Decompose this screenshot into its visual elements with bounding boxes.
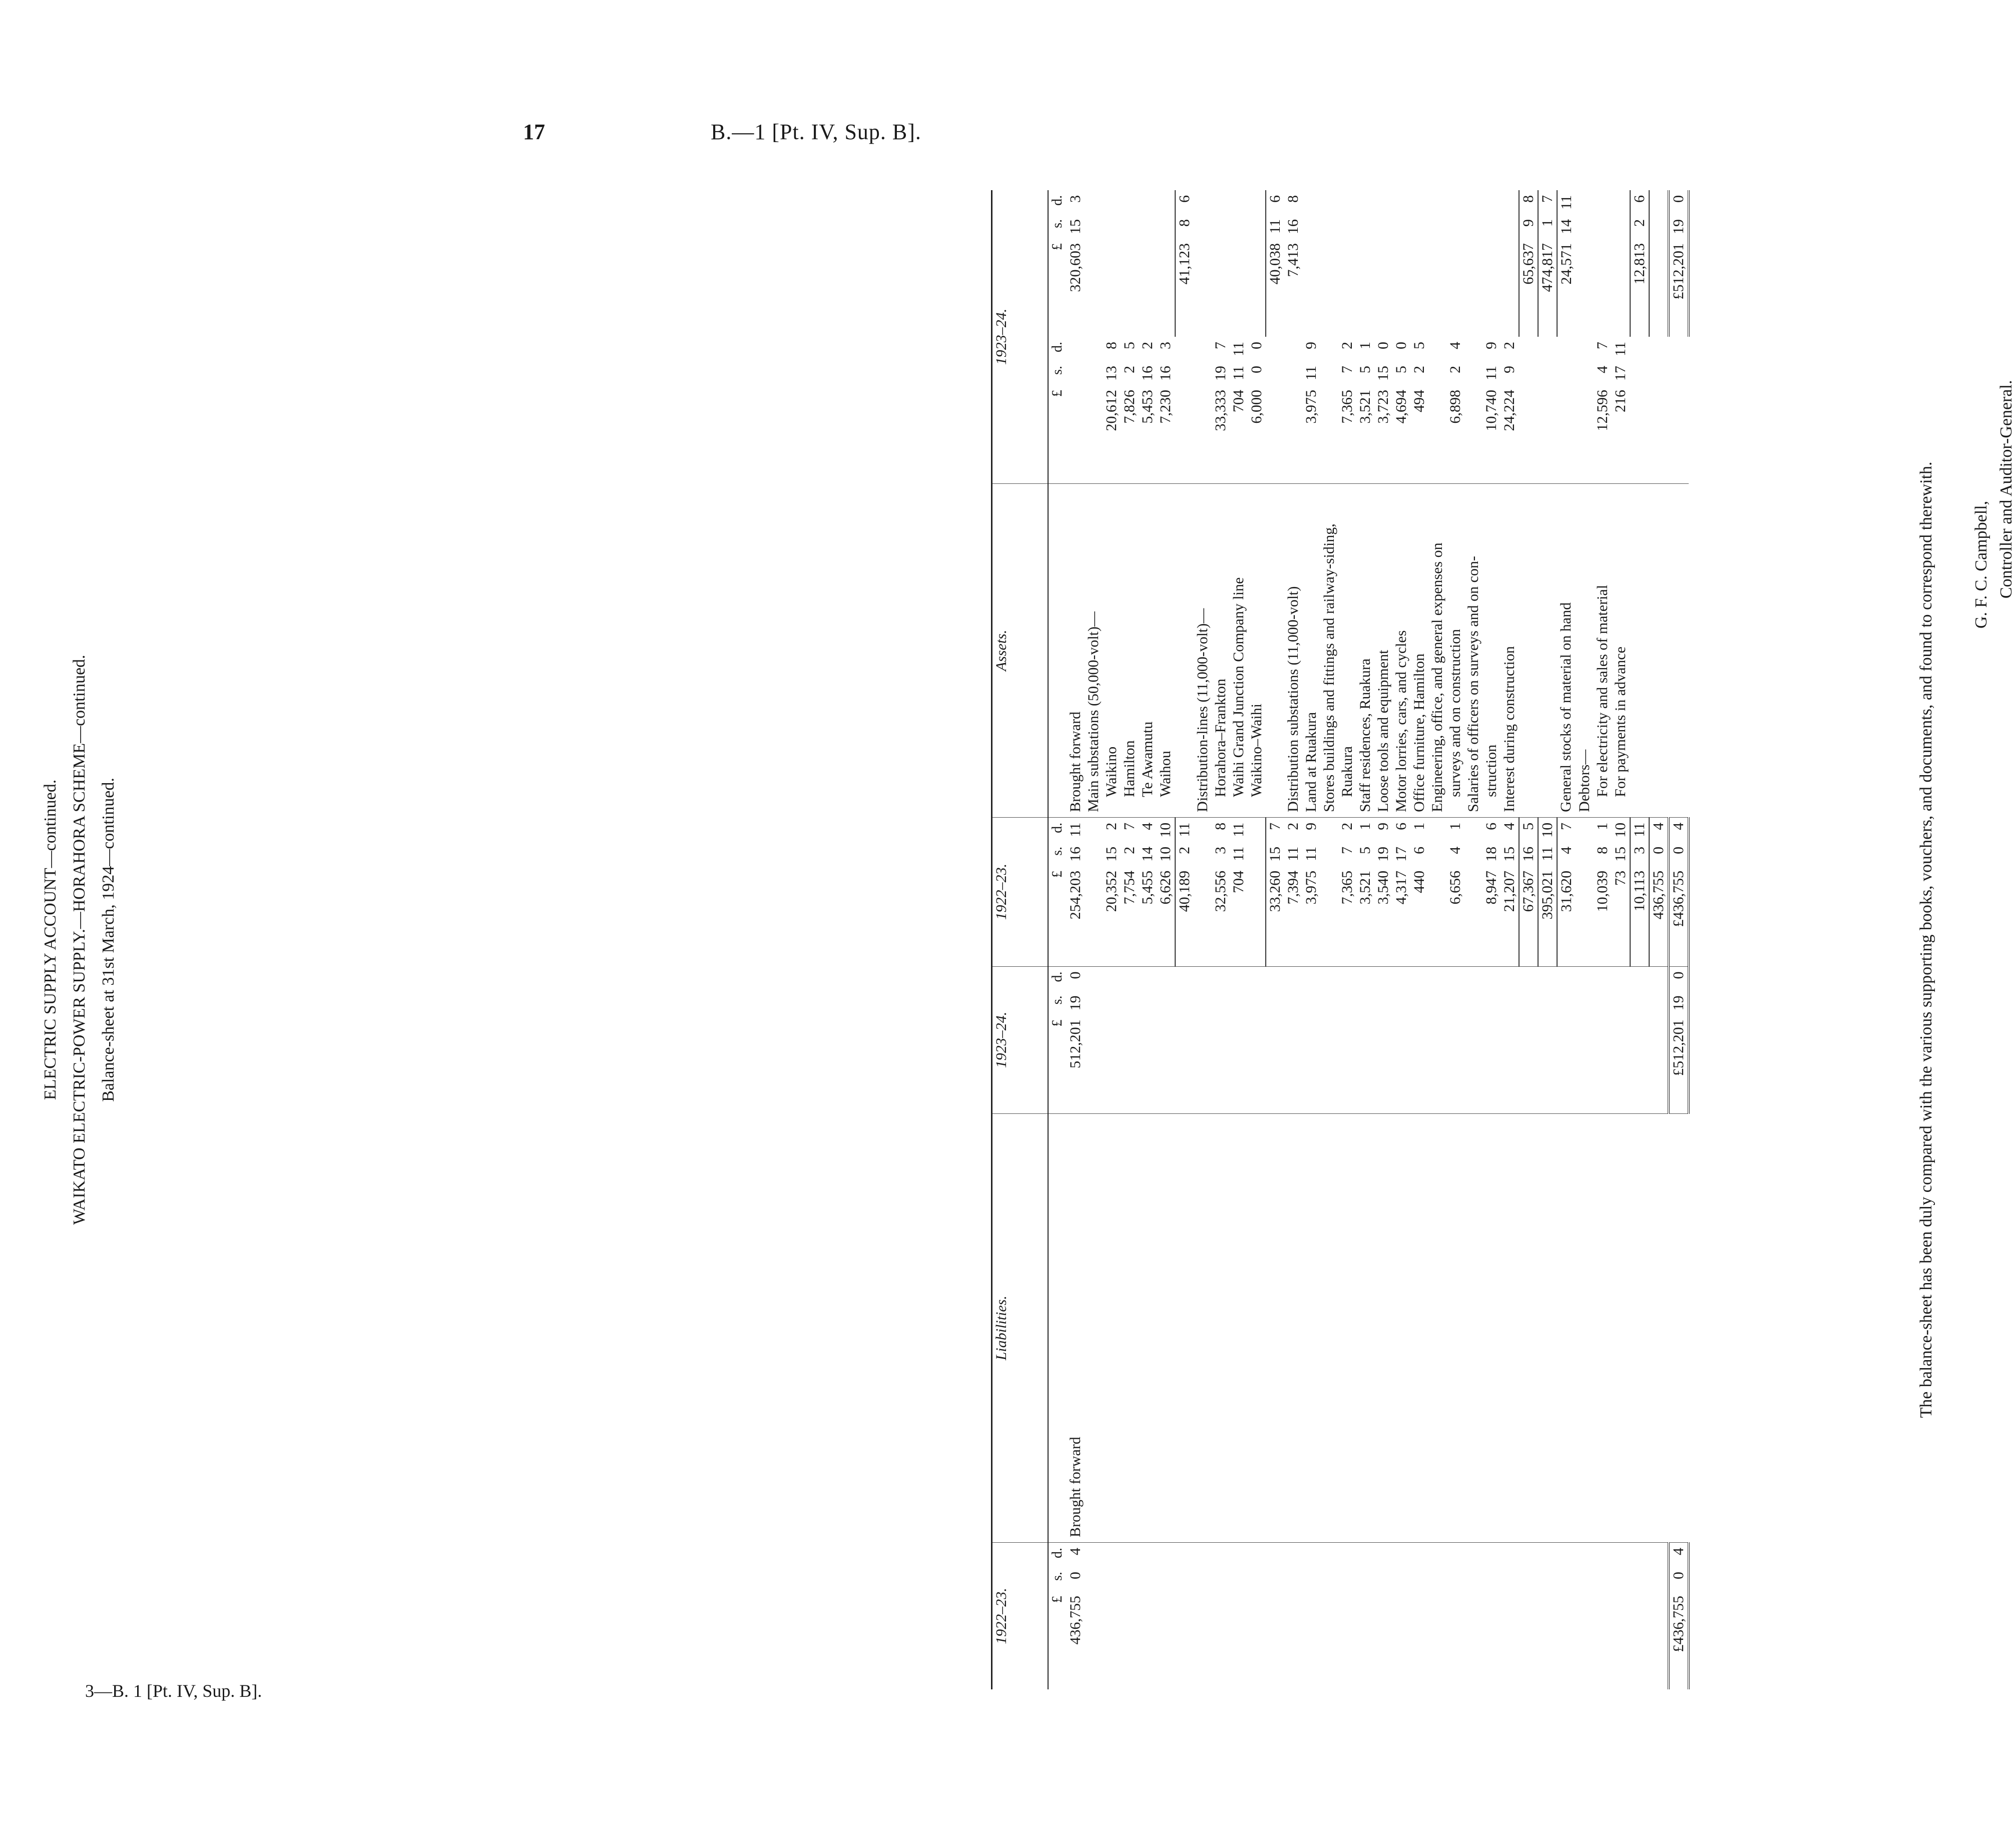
title-waikato-scheme: WAIKATO ELECTRIC-POWER SUPPLY.—HORAHORA SCHEME—continued.: [70, 655, 89, 1225]
asset-row-lt: 3,540 19 9 Loose tools and equipment 3,723 15 0: [1374, 190, 1392, 1689]
asset-label: struction: [1483, 744, 1499, 797]
units-row: £ s. d. £ s. d. £ s. d. £ s. d. £ s. d.: [1048, 190, 1067, 1689]
col-header-assets: Assets.: [992, 484, 1049, 818]
asset-row-sbr: 7,365 7 2 Ruakura 7,365 7 2: [1338, 190, 1356, 1689]
asset-row-ms: [1085, 190, 1103, 1689]
asset-row-ml: 4,317 17 6 Motor lorries, cars, and cycles 4,694 5 0: [1392, 190, 1410, 1689]
asset-label: Waihou: [1157, 751, 1174, 797]
asset-label: Ruakura: [1339, 746, 1355, 797]
asset-label: Motor lorries, cars, and cycles: [1393, 630, 1409, 812]
asset-label: Staff residences, Ruakura: [1357, 658, 1373, 812]
asset-label: Debtors—: [1576, 749, 1593, 812]
asset-row-ict: 67,367 16 5 65,637 9 8: [1519, 190, 1538, 1689]
asset-label: Te Awamutu: [1139, 721, 1156, 797]
asset-label: Stores buildings and fittings and railway-siding,: [1321, 523, 1337, 812]
col-header-liab-1922: 1922–23.: [992, 1542, 1049, 1689]
asset-label: surveys and on construction: [1447, 629, 1463, 797]
col-header-asset-1922: 1922–23.: [992, 817, 1049, 966]
asset-row-t1: 395,021 11 10 474,817 1 7: [1538, 190, 1557, 1689]
asset-row-gt: 436,755 0 4: [1649, 190, 1669, 1689]
title-balance-sheet-date: Balance-sheet at 31st March, 1924—continued.: [99, 778, 118, 1102]
liabilities-brought-forward: Brought forward: [1067, 1437, 1084, 1537]
asset-label: Waihi Grand Junction Company line: [1230, 577, 1247, 797]
asset-label: Salaries of officers on surveys and on con-: [1465, 556, 1481, 812]
asset-label: Waikino–Waihi: [1248, 704, 1265, 797]
asset-label: Main substations (50,000-volt)—: [1085, 611, 1102, 812]
auditor-name: G. F. C. Campbell,: [1972, 500, 1990, 629]
asset-label: Office furniture, Hamilton: [1411, 653, 1427, 812]
asset-row-sr: 3,521 5 1 Staff residences, Ruakura 3,521 5 1: [1356, 190, 1374, 1689]
asset-label: Engineering, office, and general expenses on: [1429, 542, 1445, 812]
asset-row-dlt: 33,260 15 7 40,038 11 6: [1266, 190, 1284, 1689]
asset-label: Land at Ruakura: [1303, 712, 1319, 812]
asset-label: Distribution-lines (11,000-volt)—: [1194, 608, 1211, 812]
col-header-liabilities: Liabilities.: [992, 1113, 1049, 1542]
asset-row-db: [1576, 190, 1594, 1689]
asset-row-so2: 8,947 18 6 struction 10,740 11 9: [1482, 190, 1500, 1689]
asset-label: Loose tools and equipment: [1375, 650, 1391, 812]
asset-row-sb: [1320, 190, 1338, 1689]
asset-row-wg: 704 11 11 Waihi Grand Junction Company line 704 11 11: [1230, 190, 1248, 1689]
asset-label: Distribution substations (11,000-volt): [1285, 586, 1301, 812]
asset-row-ds: 7,394 11 2 Distribution substations (11,000-volt) 7,413 16 8: [1284, 190, 1302, 1689]
asset-label: For payments in advance: [1612, 647, 1629, 797]
asset-label: Interest during construction: [1501, 646, 1518, 812]
asset-label: Waikino: [1103, 746, 1120, 797]
asset-row-hm: 7,754 2 7 Hamilton 7,826 2 5: [1121, 190, 1139, 1689]
asset-row-hf: 32,556 3 8 Horahora–Frankton 33,333 19 7: [1212, 190, 1230, 1689]
asset-row-dbt: 10,113 3 11 12,813 2 6: [1630, 190, 1649, 1689]
page-number: 17: [523, 120, 545, 144]
balance-sheet-body: [1048, 190, 1689, 1689]
asset-row-de: 10,039 8 1 For electricity and sales of material 12,596 4 7: [1594, 190, 1612, 1689]
asset-row-ic: 21,207 15 4 Interest during construction 24,224 9 2: [1500, 190, 1519, 1689]
col-header-asset-1923: 1923–24.: [992, 190, 1049, 484]
asset-row-dp: 73 15 10 For payments in advance 216 17 11: [1612, 190, 1630, 1689]
asset-row-dl: [1194, 190, 1212, 1689]
asset-row-so: [1464, 190, 1482, 1689]
asset-row-lr: 3,975 11 9 Land at Ruakura 3,975 11 9: [1302, 190, 1320, 1689]
asset-row-wk: 20,352 15 2 Waikino 20,612 13 8: [1103, 190, 1121, 1689]
asset-row-eo2: 6,656 4 1 surveys and on construction 6,898 2 4: [1446, 190, 1464, 1689]
asset-row-bf: 436,755 0 4 Brought forward 512,201 19 0 254,203 16 11 Brought forward 320,603 15 3: [1067, 195, 1084, 1645]
asset-label: General stocks of material on hand: [1558, 602, 1574, 812]
asset-row-of: 440 6 1 Office furniture, Hamilton 494 2 5: [1410, 190, 1428, 1689]
asset-label: For electricity and sales of material: [1594, 584, 1611, 797]
asset-row-wh: 6,626 10 10 Waihou 7,230 16 3: [1157, 190, 1175, 1689]
rotated-balance-sheet: [41, 190, 2015, 1689]
asset-label: Horahora–Frankton: [1212, 679, 1229, 797]
totals-row: £436,755 0 4 £512,201 19 0 £436,755 0 4 £512,201 19 0: [1669, 190, 1689, 1689]
certification-statement: The balance-sheet has been duly compared with the various supporting books, vouchers, and documents, and found to correspond therewith.: [1917, 461, 1935, 1418]
footer-reference: 3—B. 1 [Pt. IV, Sup. B].: [85, 1681, 262, 1701]
auditor-title: Controller and Auditor-General.: [1997, 380, 2015, 598]
balance-sheet-table: [991, 190, 1690, 1689]
title-electric-supply-account: ELECTRIC SUPPLY ACCOUNT—continued.: [41, 779, 60, 1100]
col-header-liab-1923: 1923–24.: [992, 966, 1049, 1113]
asset-row-mst: 40,189 2 11 41,123 8 6: [1175, 190, 1194, 1689]
asset-row-eo: [1428, 190, 1446, 1689]
asset-row-ta: 5,455 14 4 Te Awamutu 5,453 16 2: [1139, 190, 1157, 1689]
asset-label: Hamilton: [1121, 740, 1138, 797]
asset-row-ww: Waikino–Waihi 6,000 0 0: [1248, 190, 1266, 1689]
document-reference: B.—1 [Pt. IV, Sup. B].: [711, 120, 921, 144]
asset-row-gs: 31,620 4 7 General stocks of material on hand 24,571 14 11: [1557, 190, 1576, 1689]
asset-label: Brought forward: [1067, 712, 1084, 812]
